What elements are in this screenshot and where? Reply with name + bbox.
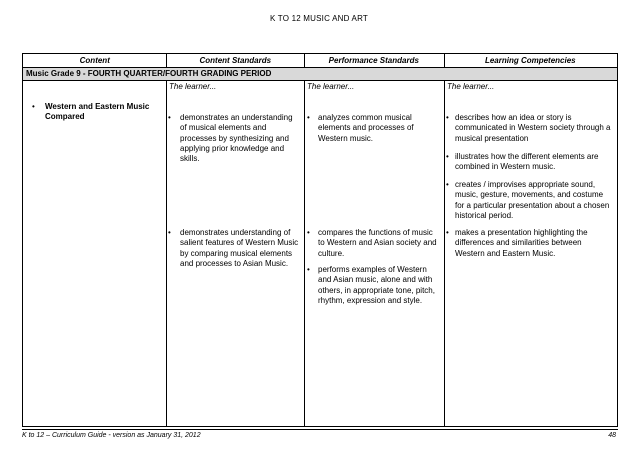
bullet-icon: •	[307, 228, 310, 237]
learning-competency-1: describes how an idea or story is communicated in Western society through a musical presentation	[455, 113, 611, 143]
learning-competency-2: illustrates how the different elements are combined in Western music.	[455, 152, 599, 172]
header-learning-competencies: Learning Competencies	[484, 56, 576, 65]
content-standard-1: demonstrates an understanding of musical elements and processes by synthesizing and applying prior knowledge and skills.	[180, 113, 293, 164]
header-content: Content	[79, 56, 110, 65]
column-divider	[304, 53, 305, 68]
bullet-icon: •	[446, 228, 449, 237]
bullet-icon: •	[446, 180, 449, 189]
column-divider	[166, 81, 167, 427]
bullet-icon: •	[168, 113, 171, 122]
bullet-icon: •	[446, 152, 449, 161]
page-number: 48	[608, 432, 616, 439]
bullet-icon: •	[32, 102, 35, 111]
learning-competency-3: creates / improvises appropriate sound, music, gesture, movements, and costume for a particular presentation about a chosen historical period.	[455, 180, 610, 220]
header-content-standards: Content Standards	[199, 56, 272, 65]
column-divider	[166, 53, 167, 68]
section-band: Music Grade 9 - FOURTH QUARTER/FOURTH GRADING PERIOD	[22, 68, 618, 81]
bullet-icon: •	[307, 265, 310, 274]
learner-label-content-standards: The learner...	[169, 82, 217, 91]
content-item: Western and Eastern Music Compared	[45, 102, 150, 122]
bullet-icon: •	[168, 228, 171, 237]
learner-label-learning-competencies: The learner...	[447, 82, 495, 91]
bullet-icon: •	[446, 113, 449, 122]
learner-label-performance-standards: The learner...	[307, 82, 355, 91]
header-performance-standards: Performance Standards	[328, 56, 419, 65]
performance-standard-3: performs examples of Western and Asian music, alone and with others, in appropriate tone, pitch, rhythm, expression and style.	[318, 265, 435, 305]
footer-divider	[22, 429, 618, 430]
performance-standard-1: analyzes common musical elements and processes of Western music.	[318, 113, 414, 143]
footer-version: K to 12 – Curriculum Guide - version as January 31, 2012	[22, 432, 201, 439]
learning-competency-4: makes a presentation highlighting the differences and similarities between Western and Eastern Music.	[455, 228, 588, 258]
column-divider	[444, 81, 445, 427]
page-title: K TO 12 MUSIC AND ART	[269, 14, 368, 23]
column-divider	[444, 53, 445, 68]
bullet-icon: •	[307, 113, 310, 122]
table-header-row	[22, 53, 618, 68]
performance-standard-2: compares the functions of music to Western and Asian society and culture.	[318, 228, 437, 258]
content-standard-2: demonstrates understanding of salient features of Western Music by comparing musical elements and processes to Asian Music.	[180, 228, 299, 268]
column-divider	[304, 81, 305, 427]
